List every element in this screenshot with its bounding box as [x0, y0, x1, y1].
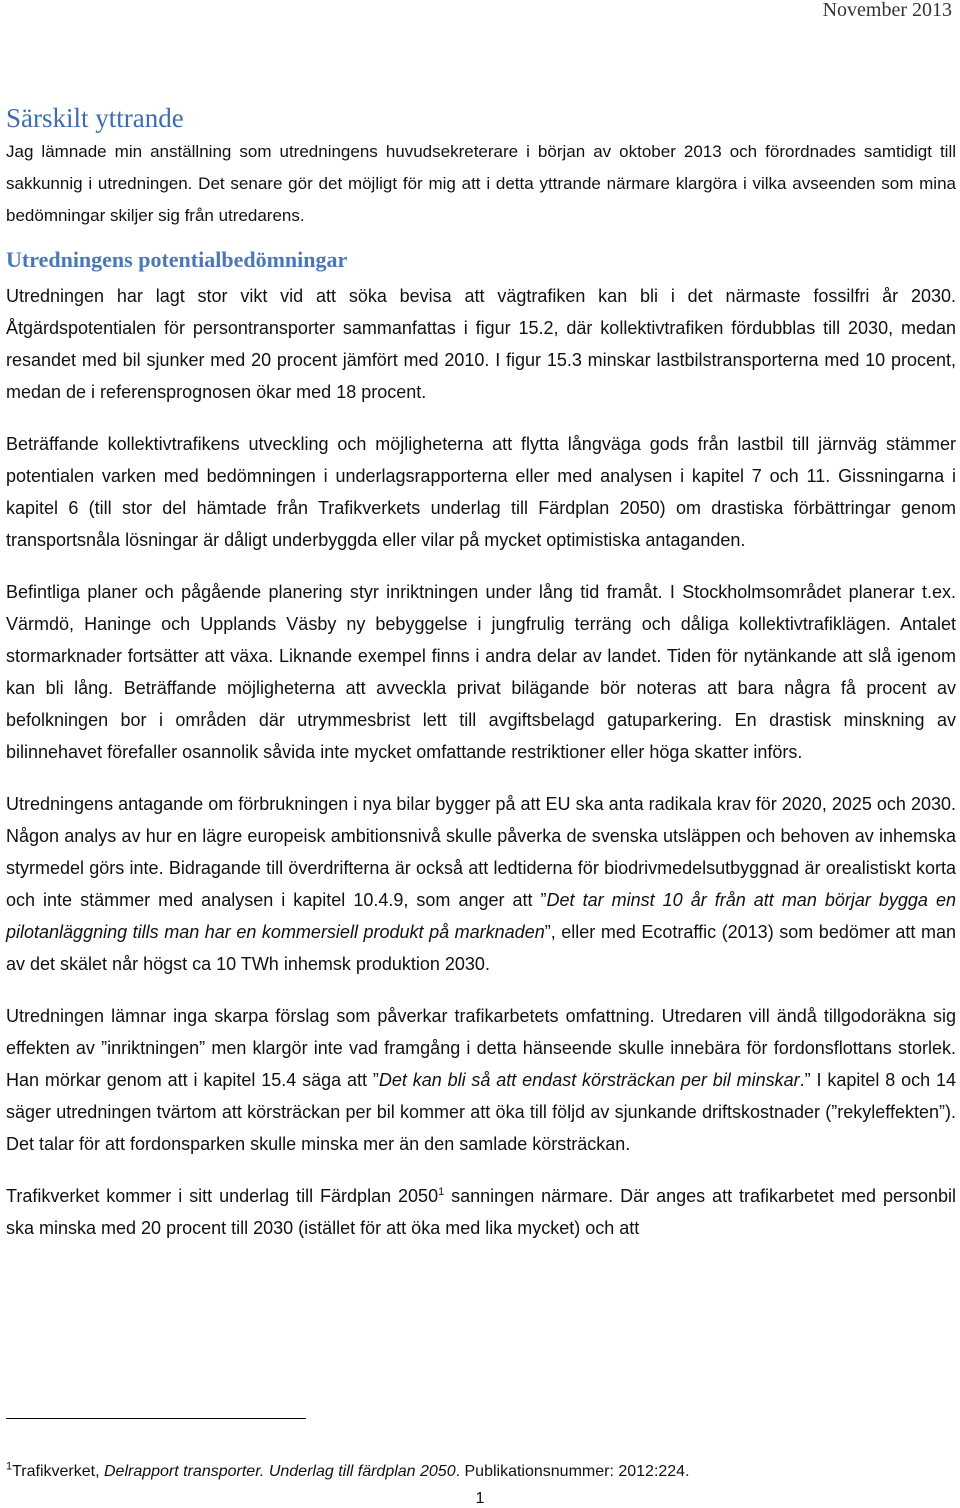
- footnote-reference: 1: [438, 1186, 445, 1198]
- footnote: [6, 1462, 956, 1482]
- paragraph-5-quote: Det kan bli så att endast körsträckan per bil minskar: [378, 1070, 800, 1090]
- paragraph-4-text-after: ”, eller med Ecotraffic (2013) som bedömer att man av det skälet når högst ca 10 TWh inhemsk produktion 2030.: [6, 922, 956, 974]
- paragraph-6-text-before: Trafikverket kommer i sitt underlag till Färdplan 2050: [6, 1186, 439, 1206]
- footnote-title: Delrapport transporter. Underlag till färdplan 2050: [104, 1463, 456, 1480]
- page-number: 1: [475, 1490, 485, 1507]
- footnote-source: Trafikverket,: [12, 1463, 104, 1480]
- paragraph-4-quote: Det tar minst 10 år från att man börjar bygga en pilotanläggning tills man har en kommersiell produkt på marknaden: [6, 890, 956, 942]
- paragraph-5-text-after: .” I kapitel 8 och 14 säger utredningen tvärtom att körsträckan per bil kommer att öka till följd av sjunkande driftskostnader (”rekyleffekten”). Det talar för att fordonsparken skulle minska mer än den samlade körsträckan.: [6, 1070, 957, 1154]
- page-title: Särskilt yttrande: [6, 103, 184, 133]
- paragraph-4-text-before: Utredningens antagande om förbrukningen i nya bilar bygger på att EU ska anta radikala krav för 2020, 2025 och 2030. Någon analys av hur en lägre europeisk ambitionsnivå skulle påverka de svenska utsläppen och behoven av inhemska styrmedel görs inte. Bidragande till överdrifterna är också att ledtiderna för biodrivmedelsutbyggnad är orealistiskt korta och inte stämmer med analysen i kapitel 10.4.9, som anger att ”: [6, 794, 956, 910]
- paragraph-2: Beträffande kollektivtrafikens utveckling och möjligheterna att flytta långväga gods från lastbil till järnväg stämmer potentialen varken med bedömningen i underlagsrapporterna eller med analysen i kapitel 7 och 11. Gissningarna i kapitel 6 (till stor del hämtade från Trafikverkets underlag till Färdplan 2050) om drastiska förbättringar genom transportsnåla lösningar är dåligt underbyggda eller vilar på mycket optimistiska antaganden.: [6, 434, 956, 550]
- footnote-marker: 1: [6, 1460, 13, 1473]
- paragraph-6-text-after: sanningen närmare. Där anges att trafikarbetet med personbil ska minska med 20 procent till 2030 (istället för att öka med lika mycket) och att: [6, 1186, 956, 1238]
- section-heading: Utredningens potentialbedömningar: [6, 247, 348, 272]
- footnote-rest: . Publikationsnummer: 2012:224.: [455, 1463, 690, 1480]
- document-body: [6, 100, 956, 1244]
- page-header-date: November 2013: [822, 0, 952, 21]
- paragraph-5-text-before: Utredningen lämnar inga skarpa förslag som påverkar trafikarbetets omfattning. Utredaren vill ändå tillgodoräkna sig effekten av ”inriktningen” men klargör inte vad framgång i detta hänseende skulle innebära för fordonsflottans storlek. Han mörkar genom att i kapitel 15.4 säga att ”: [6, 1006, 956, 1090]
- paragraph-4: [6, 788, 956, 980]
- paragraph-5: [6, 1000, 956, 1160]
- intro-paragraph: Jag lämnade min anställning som utredningens huvudsekreterare i början av oktober 2013 och förordnades samtidigt till sakkunnig i utredningen. Det senare gör det möjligt för mig att i detta yttrande närmare klargöra i vilka avseenden som mina bedömningar skiljer sig från utredarens.: [6, 142, 956, 225]
- paragraph-1: Utredningen har lagt stor vikt vid att söka bevisa att vägtrafiken kan bli i det närmaste fossilfri år 2030. Åtgärdspotentialen för persontransporter sammanfattas i figur 15.2, där kollektivtrafiken fördubblas till 2030, medan resandet med bil sjunker med 20 procent jämfört med 2010. I figur 15.3 minskar lastbilstransporterna med 10 procent, medan de i referensprognosen ökar med 18 procent.: [6, 286, 956, 402]
- paragraph-6: [6, 1180, 956, 1244]
- footnote-separator: [6, 1418, 306, 1419]
- paragraph-3: Befintliga planer och pågående planering styr inriktningen under lång tid framåt. I Stockholmsområdet planerar t.ex. Värmdö, Haninge och Upplands Väsby ny bebyggelse i jungfrulig terräng och dåliga kollektivtrafiklägen. Antalet stormarknader fortsätter att växa. Liknande exempel finns i andra delar av landet. Tiden för nytänkande att slå igenom kan bli lång. Beträffande möjligheterna att avveckla privat bilägande bör noteras att bara några få procent av befolkningen bor i områden där utrymmesbrist lett till avgiftsbelagd gatuparkering. En drastisk minskning av bilinnehavet förefaller osannolik såvida inte mycket omfattande restriktioner eller höga skatter införs.: [6, 582, 956, 762]
